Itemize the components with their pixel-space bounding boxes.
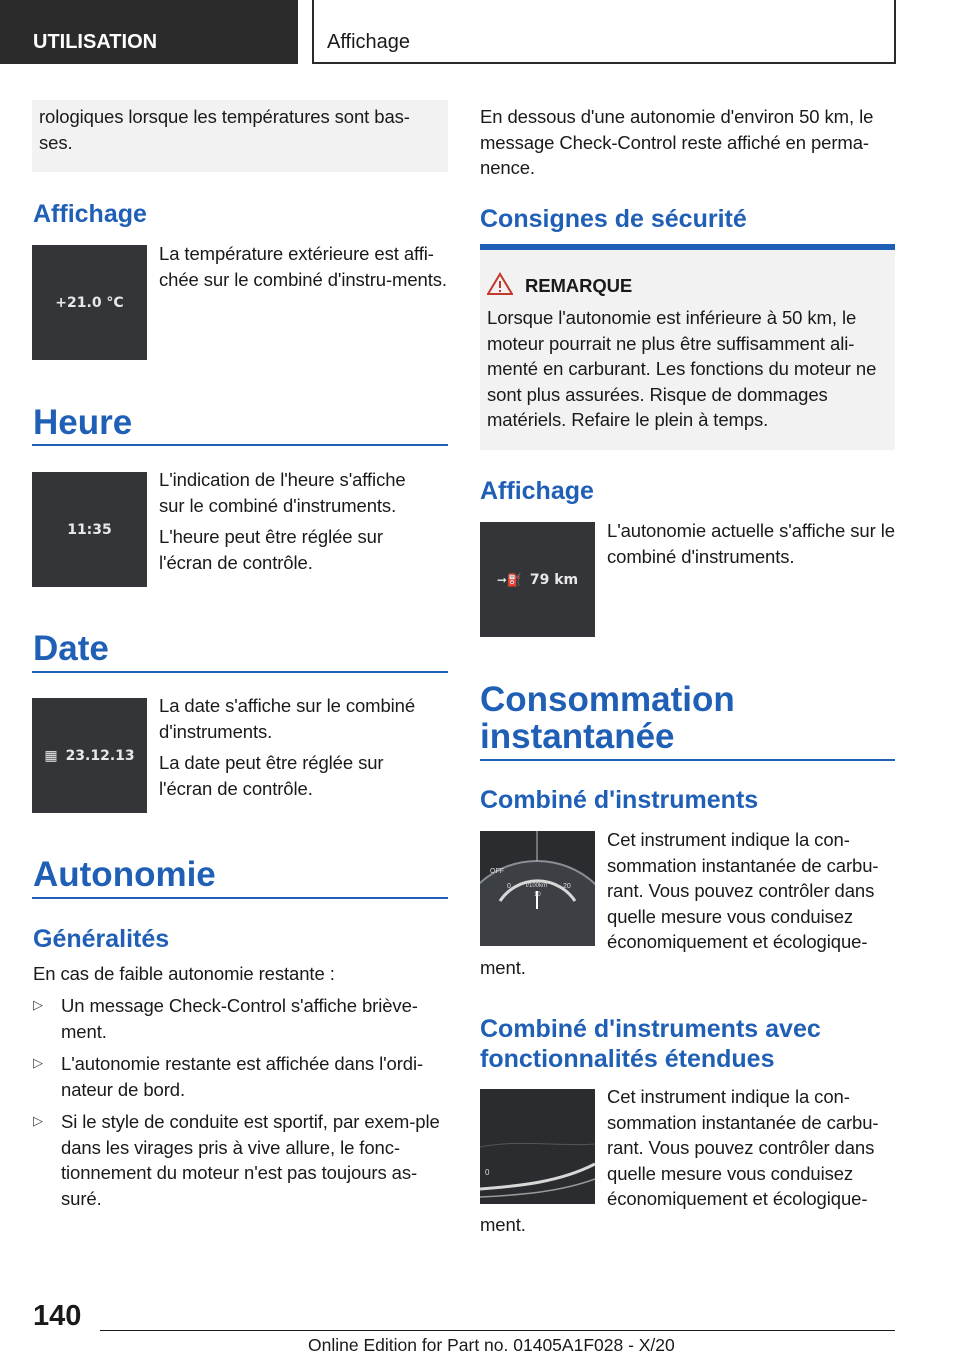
- section-heading-date: Date: [33, 629, 109, 668]
- subheading-combine: Combiné d'instruments: [480, 786, 759, 814]
- list-item-text: L'autonomie restante est affichée dans l'ordi-nateur de bord.: [61, 1053, 424, 1100]
- gauge-zero-label: 0: [507, 883, 511, 890]
- section-heading-consignes: Consignes de sécurité: [480, 205, 747, 233]
- consommation-text-1-content: Cet instrument indique la con-sommation instantanée de carbu-rant. Vous pouvez contrôler dans quelle mesure vous conduisez économiquement et écologique-ment.: [480, 829, 879, 978]
- list-item: [33, 993, 448, 1044]
- list-item: [33, 1051, 448, 1102]
- range-readout: 79 km: [529, 571, 579, 588]
- section-heading-affichage: Affichage: [33, 200, 147, 228]
- list-item-text: Si le style de conduite est sportif, par exem-ple dans les virages pris à vive allure, le fonc-tionnement du moteur n'est pas toujours as-suré.: [61, 1111, 440, 1209]
- clock-readout: 11:35: [67, 521, 112, 538]
- section-heading-affichage-autonomie: Affichage: [480, 477, 594, 505]
- gauge-off-label: OFF: [490, 868, 504, 875]
- subheading-combine-etendu-2: fonctionnalités étendues: [480, 1045, 775, 1073]
- consommation-text-1: [480, 827, 898, 980]
- gauge-unit-label: l/100km: [526, 883, 548, 889]
- header-section-tab: UTILISATION: [0, 0, 298, 64]
- gauge-zero-label: 0: [485, 1168, 490, 1177]
- section-heading-consommation-2: instantanée: [480, 717, 675, 756]
- affichage-autonomie-text: L'autonomie actuelle s'affiche sur le combiné d'instruments.: [607, 520, 895, 567]
- heure-text-2: L'heure peut être réglée sur l'écran de contrôle.: [159, 526, 383, 573]
- date-display-image: [32, 698, 147, 813]
- subheading-combine-etendu-1: Combiné d'instruments avec: [480, 1015, 821, 1043]
- warning-text: Lorsque l'autonomie est inférieure à 50 km, le moteur pourrait ne plus être suffisamment ali-menté en carburant. Les fonctions du moteur ne sont plus assurées. Risque de dommages matériels. Refaire le plein à temps.: [487, 307, 877, 430]
- temperature-display-image: [32, 245, 147, 360]
- date-text-1: La date s'affiche sur le combiné d'instruments.: [159, 695, 416, 742]
- footer-edition: Online Edition for Part no. 01405A1F028 - X/20: [308, 1335, 675, 1355]
- header-chapter-tab: Affichage: [312, 0, 896, 64]
- section-heading-consommation-1: Consommation: [480, 680, 735, 719]
- subheading-generalites: Généralités: [33, 925, 170, 953]
- section-rule: [32, 444, 448, 446]
- section-rule: [32, 897, 448, 899]
- clock-display-image: [32, 472, 147, 587]
- continued-text: rologiques lorsque les températures sont bas-ses.: [39, 106, 410, 153]
- heure-text-1: L'indication de l'heure s'affiche sur le combiné d'instruments.: [159, 469, 406, 516]
- list-item: [33, 1109, 448, 1211]
- date-text-2: La date peut être réglée sur l'écran de contrôle.: [159, 752, 384, 799]
- triangle-bullet-icon: ▷: [33, 997, 43, 1012]
- calendar-icon: ▦: [44, 747, 58, 764]
- bullet-list: [33, 993, 448, 1211]
- temperature-readout: +21.0 °C: [55, 294, 124, 311]
- section-rule: [480, 759, 895, 761]
- section-heading-autonomie: Autonomie: [33, 855, 216, 894]
- section-heading-heure: Heure: [33, 403, 133, 442]
- footer-rule: [100, 1330, 895, 1331]
- date-readout: 23.12.13: [65, 747, 135, 764]
- autonomie-intro: En cas de faible autonomie restante :: [33, 963, 335, 984]
- consommation-text-2: [480, 1084, 898, 1237]
- list-item-text: Un message Check-Control s'affiche briève-ment.: [61, 995, 418, 1042]
- warning-title: REMARQUE: [525, 275, 633, 296]
- range-display-image: [480, 522, 595, 637]
- page-number: 140: [33, 1300, 82, 1332]
- fuel-pump-icon: ➞⛽: [496, 572, 522, 587]
- affichage-text: La température extérieure est affi-chée sur le combiné d'instru-ments.: [159, 243, 447, 290]
- warning-triangle-icon: [487, 272, 513, 296]
- gauge-ten-label: 10: [534, 892, 541, 898]
- section-rule: [32, 671, 448, 673]
- triangle-bullet-icon: ▷: [33, 1113, 43, 1128]
- autonomie-continued-text: En dessous d'une autonomie d'environ 50 km, le message Check-Control reste affiché en perma-nence.: [480, 106, 874, 178]
- gauge-twenty-label: 20: [563, 883, 571, 890]
- triangle-bullet-icon: ▷: [33, 1055, 43, 1070]
- consommation-text-2-content: Cet instrument indique la con-sommation instantanée de carbu-rant. Vous pouvez contrôler dans quelle mesure vous conduisez économiquement et écologique-ment.: [480, 1086, 879, 1235]
